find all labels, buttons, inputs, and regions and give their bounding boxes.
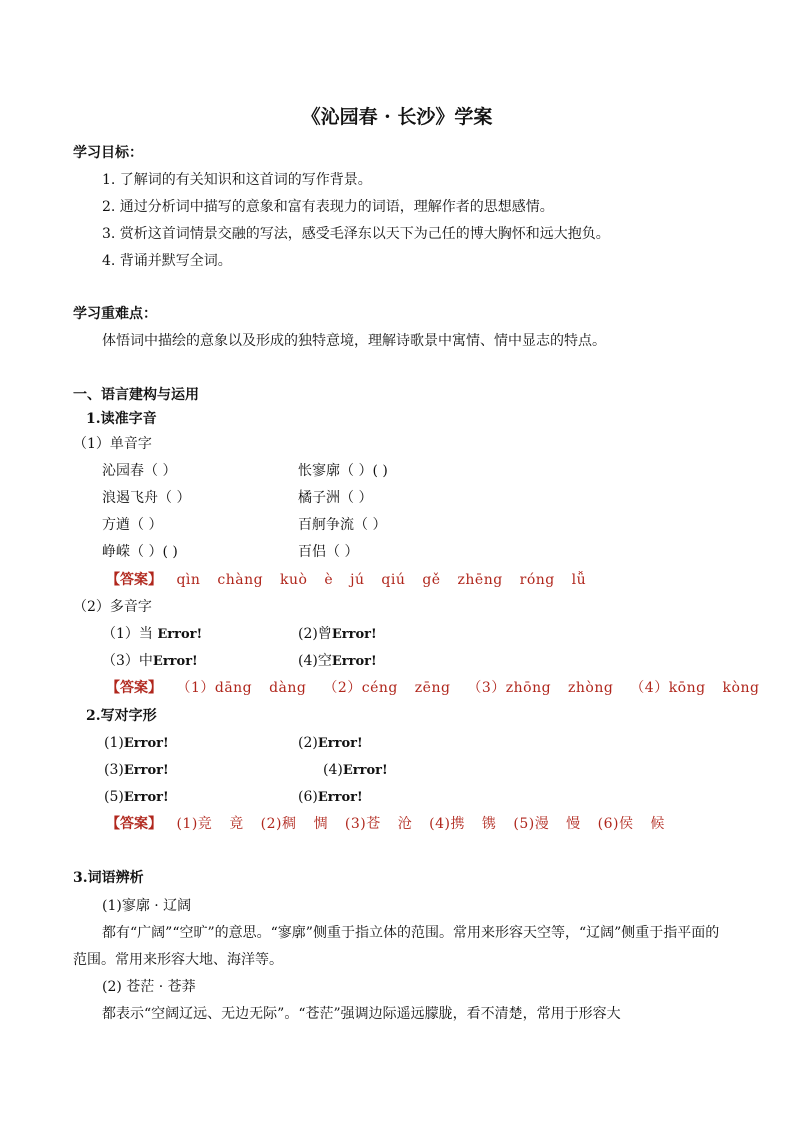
question-item <box>102 624 202 645</box>
error-text: Error! <box>331 654 377 669</box>
answer-text: (1)竞 竟 (2)稠 惆 (3)苍 沧 (4)携 镌 (5)漫 慢 (6)侯 候 <box>176 816 665 832</box>
answer-tag: 【答案】 <box>106 572 162 588</box>
section3-heading: 3.词语辨析 <box>73 870 144 886</box>
multi-sound-label: （2）多音字 <box>73 599 152 615</box>
single-sound-label: （1）单音字 <box>73 436 152 452</box>
error-text: Error! <box>157 627 203 642</box>
question-item <box>298 733 363 754</box>
question-item: 百舸争流（ ） <box>298 517 387 533</box>
question-item: 方遒（ ） <box>102 517 163 533</box>
answer-text: （1）dāng dàng （2）céng zēng （3）zhōng zhòng （4）kōng kòng <box>176 680 760 696</box>
question-item: 浪遏飞舟（ ） <box>102 490 191 506</box>
goal-item: 3. 赏析这首词情景交融的写法，感受毛泽东以天下为己任的博大胸怀和远大抱负。 <box>102 226 610 242</box>
question-prefix: (3) <box>104 762 124 778</box>
error-text: Error! <box>123 736 169 751</box>
answer-tag: 【答案】 <box>106 680 162 696</box>
goal-item: 4. 背诵并默写全词。 <box>102 253 232 269</box>
question-item: 沁园春（ ） <box>102 463 177 479</box>
question-item: 橘子洲（ ） <box>298 490 373 506</box>
word-pair-explanation: 都有“广阔”“空旷”的意思。“寥廓”侧重于指立体的范围。常用来形容天空等，“辽阔”侧重于指平面的范围。常用来形容大地、海洋等。 <box>73 925 720 968</box>
question-prefix: (4) <box>323 762 343 778</box>
question-item <box>104 787 169 808</box>
question-prefix: (1) <box>104 735 124 751</box>
answer-tag: 【答案】 <box>106 816 162 832</box>
error-text: Error! <box>152 654 198 669</box>
question-item <box>104 760 169 781</box>
question-item <box>298 651 377 672</box>
question-item <box>102 651 198 672</box>
question-item: 怅寥廓（ ）( ) <box>298 463 388 479</box>
answer-line <box>106 570 586 590</box>
goal-item: 1. 了解词的有关知识和这首词的写作背景。 <box>102 172 372 188</box>
answer-line <box>106 814 665 834</box>
question-item <box>323 760 388 781</box>
question-prefix: (4)空 <box>298 653 332 669</box>
question-item <box>298 787 363 808</box>
question-prefix: (6) <box>298 789 318 805</box>
key-text: 体悟词中描绘的意象以及形成的独特意境，理解诗歌景中寓情、情中显志的特点。 <box>102 333 606 349</box>
error-text: Error! <box>331 627 377 642</box>
error-text: Error! <box>317 790 363 805</box>
question-prefix: (2) <box>298 735 318 751</box>
error-text: Error! <box>342 763 388 778</box>
answer-text: qìn chàng kuò è jú qiú gě zhēng róng lǚ <box>176 572 587 588</box>
question-prefix: (2)曾 <box>298 626 332 642</box>
word-pair-label: (1)寥廓 · 辽阔 <box>102 898 192 914</box>
question-prefix: （3）中 <box>102 653 153 669</box>
sub-heading-pronunciation: 1.读准字音 <box>86 411 157 427</box>
goals-heading: 学习目标： <box>73 145 143 161</box>
page-title: 《沁园春 · 长沙》学案 <box>301 106 493 128</box>
error-text: Error! <box>317 736 363 751</box>
question-item: 峥嵘（ ）( ) <box>102 544 178 560</box>
answer-line <box>106 678 759 698</box>
question-item: 百侣（ ） <box>298 544 359 560</box>
sub-heading-characters: 2.写对字形 <box>86 708 157 724</box>
question-prefix: (5) <box>104 789 124 805</box>
error-text: Error! <box>123 790 169 805</box>
question-prefix: （1）当 <box>102 626 158 642</box>
section1-heading: 一、语言建构与运用 <box>73 387 199 403</box>
word-pair-explanation: 都表示“空阔辽远、无边无际”。“苍茫”强调边际遥远朦胧，看不清楚，常用于形容大 <box>102 1006 621 1022</box>
question-item <box>298 624 377 645</box>
word-pair-label: (2) 苍茫 · 苍莽 <box>102 979 196 995</box>
error-text: Error! <box>123 763 169 778</box>
goal-item: 2. 通过分析词中描写的意象和富有表现力的词语，理解作者的思想感情。 <box>102 199 554 215</box>
question-item <box>104 733 169 754</box>
key-heading: 学习重难点： <box>73 306 157 322</box>
